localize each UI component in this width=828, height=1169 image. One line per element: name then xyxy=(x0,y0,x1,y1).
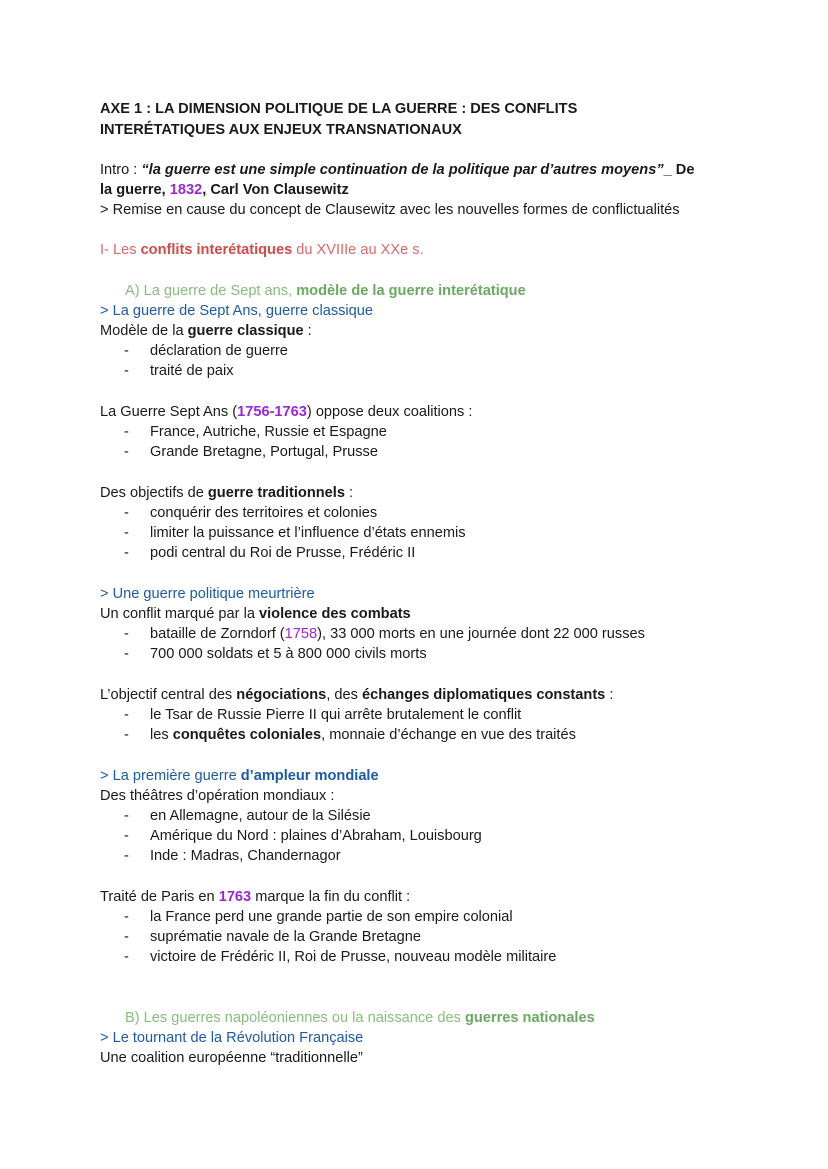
section-a-bold: modèle de la guerre interétatique xyxy=(296,283,526,299)
section-a-heading xyxy=(100,281,740,301)
conflict-intro-bold: violence des combats xyxy=(259,606,411,622)
objectives-intro xyxy=(100,483,740,503)
intro-section xyxy=(100,160,740,220)
list-item: - victoire de Frédéric II, Roi de Prusse, nouveau modèle militaire xyxy=(100,947,740,967)
coalition-line: Une coalition européenne “traditionnelle” xyxy=(100,1050,363,1066)
deadly-war-section xyxy=(100,584,740,664)
objectives-intro-end: : xyxy=(344,485,354,501)
coalition-intro-text: La Guerre Sept Ans ( xyxy=(100,404,238,420)
treaty-list xyxy=(100,907,740,968)
list-item: - limiter la puissance et l’influence d’états ennemis xyxy=(100,523,740,543)
subheading-classic-war: > La guerre de Sept Ans, guerre classique xyxy=(100,303,373,319)
war-objectives xyxy=(100,483,740,564)
treaty-pre: Traité de Paris en xyxy=(100,889,219,905)
nego-item-bold: conquêtes coloniales xyxy=(172,727,322,744)
world-war-section xyxy=(100,766,740,867)
world-scale-bold: d’ampleur mondiale xyxy=(240,768,379,784)
model-intro xyxy=(100,321,740,341)
section-b xyxy=(100,1008,740,1068)
title-line-1: AXE 1 : LA DIMENSION POLITIQUE DE LA GUERRE : DES CONFLITS xyxy=(100,101,578,117)
list-item: - podi central du Roi de Prusse, Frédéric II xyxy=(100,543,740,563)
part-1-bold: conflits interétatiques xyxy=(140,242,293,258)
conflict-intro-text: Un conflit marqué par la xyxy=(100,606,259,622)
intro-note: > Remise en cause du concept de Clausewitz avec les nouvelles formes de conflictualités xyxy=(100,202,680,218)
model-list xyxy=(100,341,740,381)
list-item: - le Tsar de Russie Pierre II qui arrête brutalement le conflit xyxy=(100,705,740,725)
list-item: - déclaration de guerre xyxy=(100,341,740,361)
section-a xyxy=(100,281,740,381)
subheading-revolution: > Le tournant de la Révolution Française xyxy=(100,1030,364,1046)
war-years: 1756-1763 xyxy=(237,404,307,420)
list-item: - en Allemagne, autour de la Silésie xyxy=(100,806,740,826)
list-item xyxy=(100,725,740,745)
intro-source xyxy=(100,180,740,200)
conflict-intro xyxy=(100,604,740,624)
list-item: - suprématie navale de la Grande Bretagne xyxy=(100,927,740,947)
treaty-year: 1763 xyxy=(218,889,252,905)
battle-text: bataille de Zorndorf ( xyxy=(150,626,285,642)
intro-label: Intro : xyxy=(100,162,142,178)
document-title xyxy=(100,99,740,141)
list-item: - France, Autriche, Russie et Espagne xyxy=(100,422,740,442)
treaty-post: marque la fin du conflit : xyxy=(251,889,411,905)
coalition-list xyxy=(100,422,740,462)
objectives-intro-text: Des objectifs de xyxy=(100,485,208,501)
model-intro-text: Modèle de la xyxy=(100,323,188,339)
quote-separator: _ De xyxy=(663,162,695,178)
nego-bold-1: négociations xyxy=(236,687,327,703)
title-line-2: INTERÉTATIQUES AUX ENJEUX TRANSNATIONAUX xyxy=(100,122,462,138)
negotiations-section xyxy=(100,685,740,745)
part-1-heading xyxy=(100,240,740,260)
nego-item-post: , monnaie d’échange en vue des traités xyxy=(321,727,576,744)
book-year: 1832 xyxy=(169,182,203,198)
violence-list xyxy=(100,624,740,664)
part-1-suffix: du XVIIIe au XXe s. xyxy=(292,242,424,258)
nego-mid: , des xyxy=(326,687,363,703)
treaty-section xyxy=(100,887,740,968)
theatres-list xyxy=(100,806,740,867)
objectives-list xyxy=(100,503,740,564)
nego-text: L’objectif central des xyxy=(100,687,237,703)
list-item: - 700 000 soldats et 5 à 800 000 civils morts xyxy=(100,644,740,664)
nego-bold-2: échanges diplomatiques constants xyxy=(362,687,606,703)
seven-years-war-coalitions xyxy=(100,402,740,462)
battle-text-end: ), 33 000 morts en une journée dont 22 000 russes xyxy=(317,626,645,642)
list-item: - conquérir des territoires et colonies xyxy=(100,503,740,523)
objectives-intro-bold: guerre traditionnels xyxy=(207,485,345,501)
subheading-deadly-war: > Une guerre politique meurtrière xyxy=(100,586,315,602)
list-item: - Grande Bretagne, Portugal, Prusse xyxy=(100,442,740,462)
list-item: - Inde : Madras, Chandernagor xyxy=(100,846,740,866)
model-intro-bold: guerre classique xyxy=(187,323,304,339)
nego-item-pre: les xyxy=(150,727,173,744)
list-item: - la France perd une grande partie de son empire colonial xyxy=(100,907,740,927)
section-b-bold: guerres nationales xyxy=(464,1010,595,1026)
book-author: , Carl Von Clausewitz xyxy=(202,182,349,198)
list-item: - Amérique du Nord : plaines d’Abraham, Louisbourg xyxy=(100,826,740,846)
world-scale-pre: > La première guerre xyxy=(100,768,241,784)
negotiations-list xyxy=(100,705,740,745)
book-title: la guerre, xyxy=(100,182,170,198)
section-b-prefix: B) Les guerres napoléoniennes ou la naissance des xyxy=(125,1010,465,1026)
subheading-world-scale xyxy=(100,766,740,786)
negotiations-intro xyxy=(100,685,740,705)
coalition-intro xyxy=(100,402,740,422)
list-item xyxy=(100,624,740,644)
treaty-intro xyxy=(100,887,740,907)
clausewitz-quote: “la guerre est une simple continuation de la politique par d’autres moyens” xyxy=(141,162,664,178)
nego-end: : xyxy=(605,687,614,703)
section-a-prefix: A) La guerre de Sept ans, xyxy=(125,283,297,299)
model-intro-end: : xyxy=(303,323,312,339)
battle-year: 1758 xyxy=(284,626,318,642)
intro-line xyxy=(100,160,740,180)
section-b-heading xyxy=(100,1008,740,1028)
part-1-prefix: I- Les xyxy=(100,242,141,258)
list-item: - traité de paix xyxy=(100,361,740,381)
coalition-intro-end: ) oppose deux coalitions : xyxy=(306,404,473,420)
theatres-intro: Des théâtres d’opération mondiaux : xyxy=(100,788,335,804)
